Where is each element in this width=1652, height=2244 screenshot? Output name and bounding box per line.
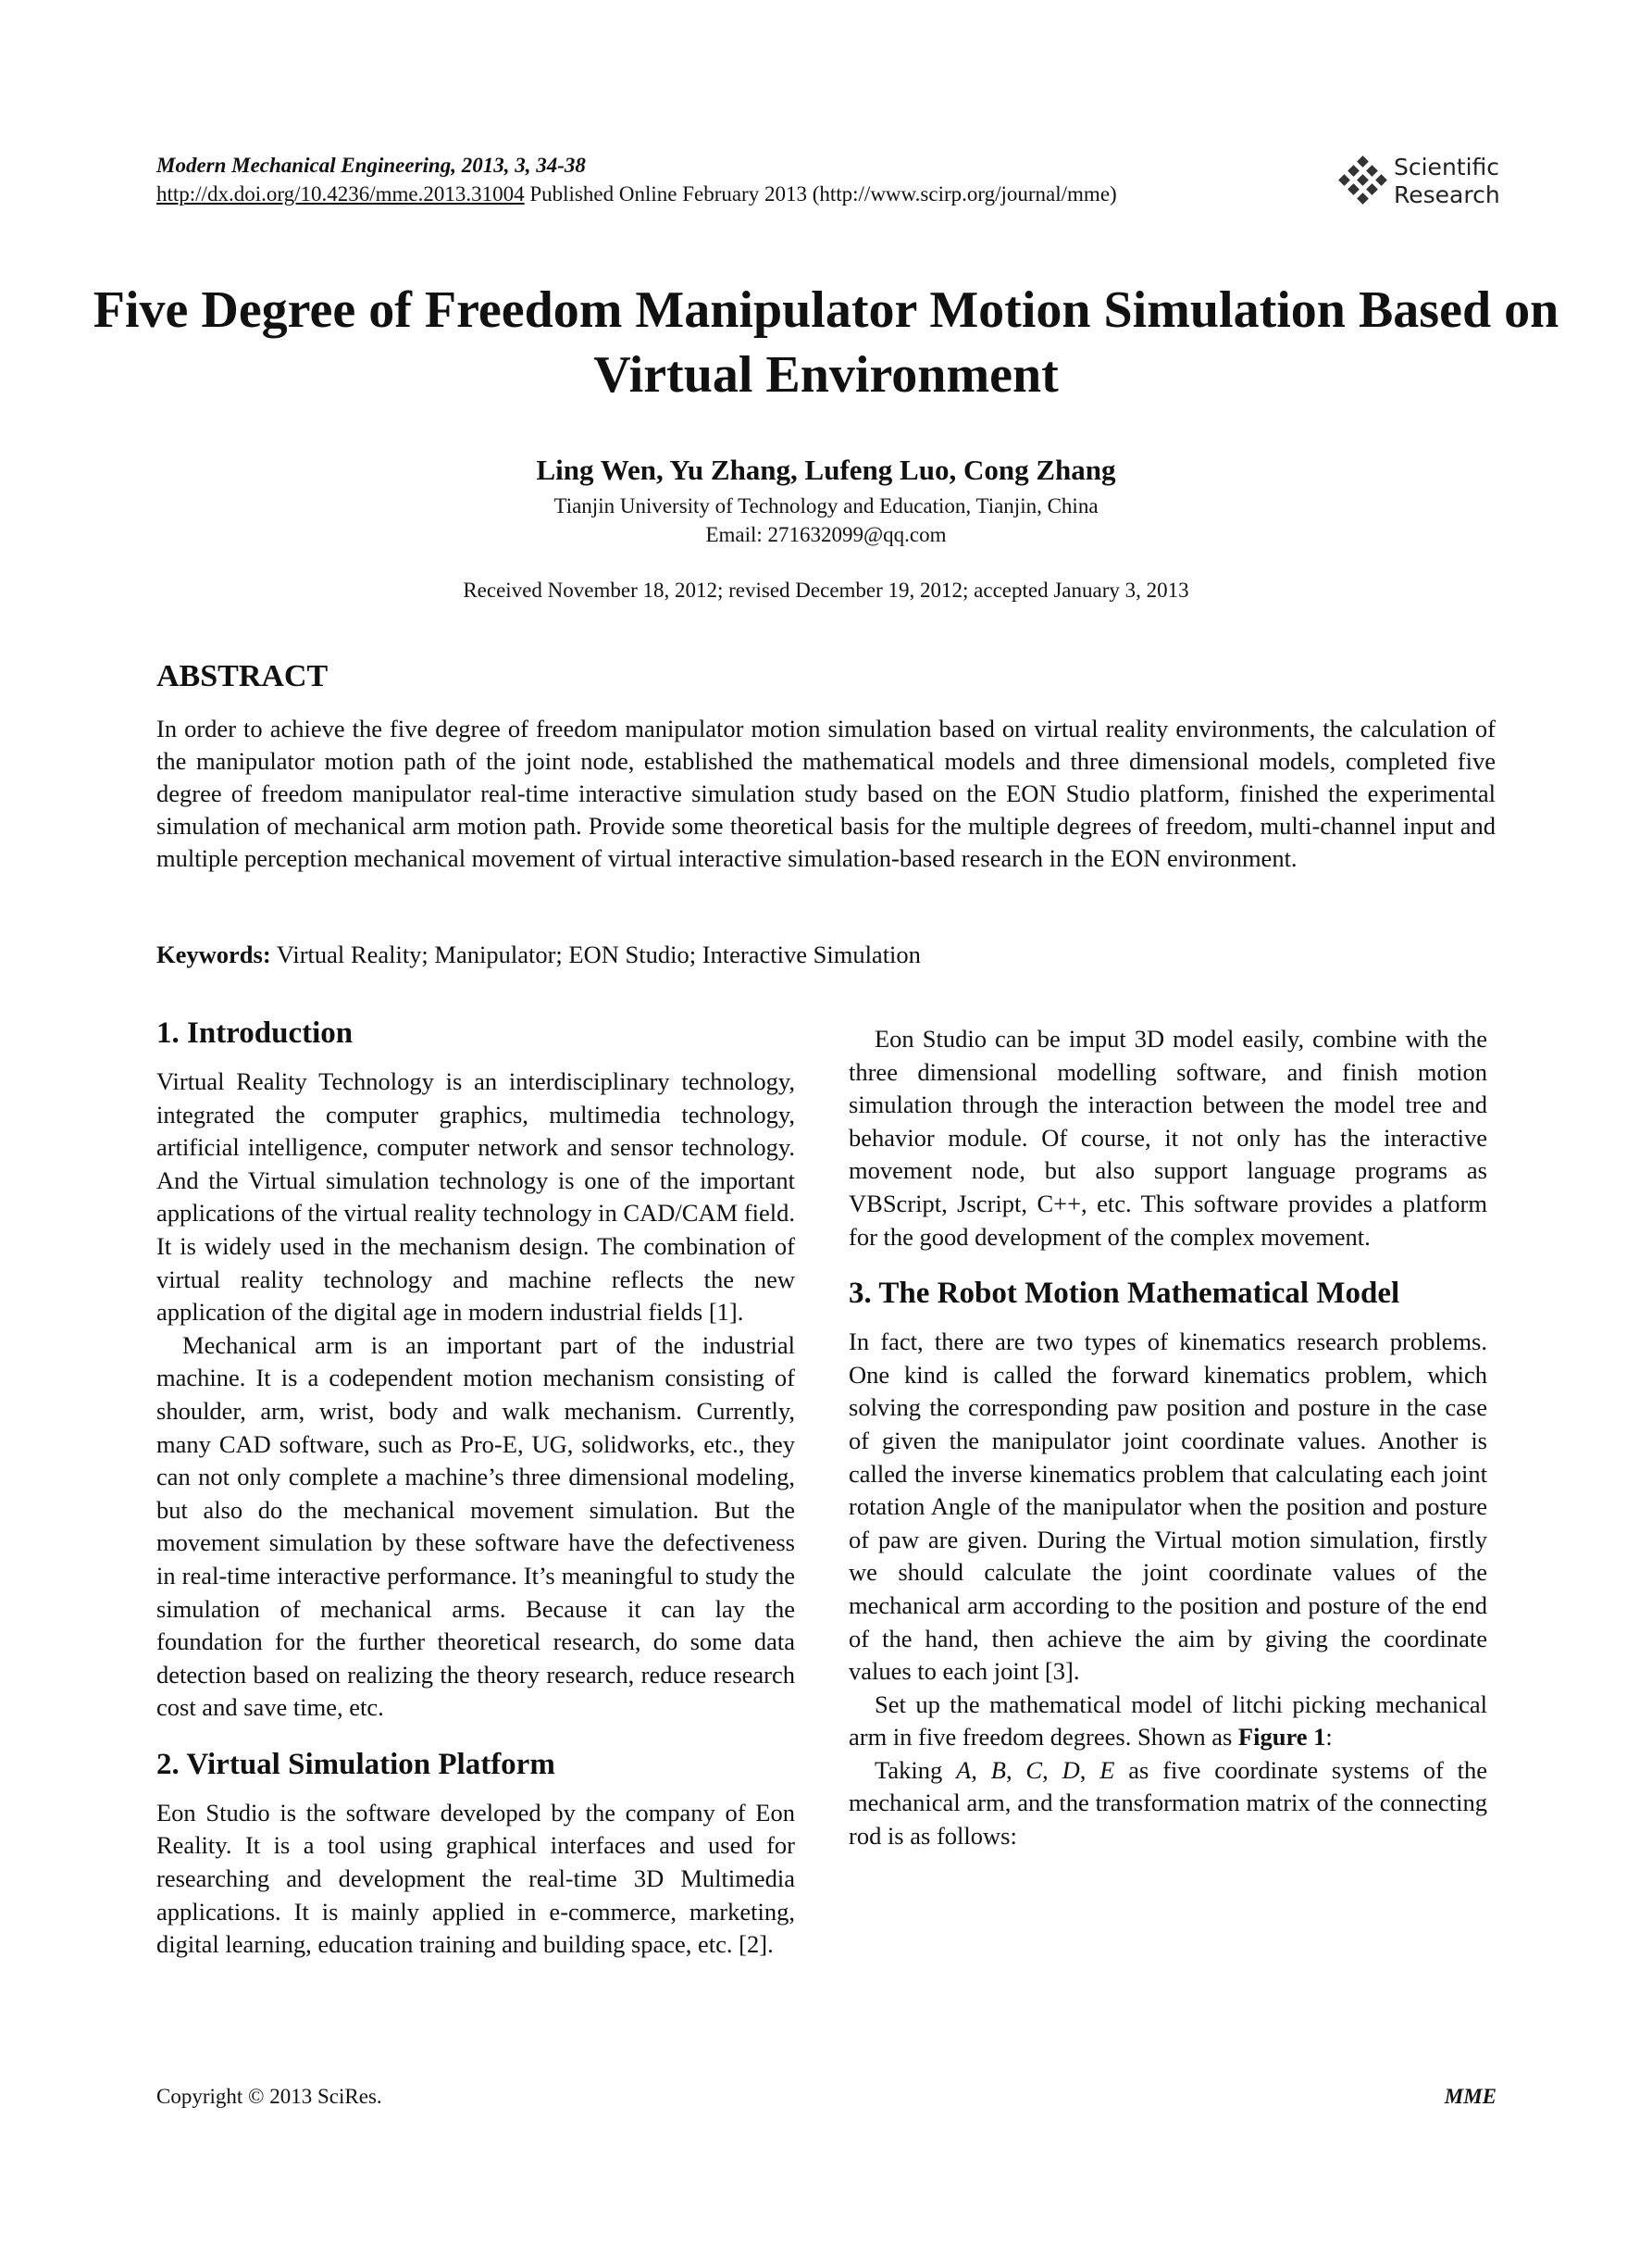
intro-paragraph-2: Mechanical arm is an important part of the industrial machine. It is a codependent motion mechanism consisting of shoulder, arm, wrist, body and walk mechanism. Currently, many CAD software, such as Pro-E, UG, solidworks, etc., they can not only complete a machine’s three dimensional modeling, but also do the mechanical movement simulation. But the movement simulation by these software have the defectiveness in real-time interactive performance. It’s meaningful to study the simulation of mechanical arms. Because it can lay the foundation for the further theoretical research, do some data detection based on realizing the theory research, reduce research cost and save time, etc.: [156, 1330, 795, 1722]
email: Email: 271632099@qq.com: [705, 523, 947, 546]
keywords: [156, 941, 921, 969]
doi-link[interactable]: http://dx.doi.org/10.4236/mme.2013.31004: [156, 182, 525, 206]
intro-paragraph-1: Virtual Reality Technology is an interdisciplinary technology, integrated the computer graphics, multimedia technology, artificial intelligence, computer network and sensor technology. And the Virtual simulation technology is one of the important applications of the virtual reality technology in CAD/CAM field. It is widely used in the mechanism design. The combination of virtual reality technology and machine reflects the new application of the digital age in modern industrial fields [1].: [156, 1067, 795, 1327]
model-paragraph-1: In fact, there are two types of kinematics research problems. One kind is called the forward kinematics problem, which solving the corresponding paw position and posture in the case of given the manipulator joint coordinate values. Another is called the inverse kinematics problem that calculating each joint rotation Angle of the manipulator when the position and posture of paw are given. During the Virtual motion simulation, firstly we should calculate the joint coordinate values of the mechanical arm according to the position and posture of the end of the hand, then achieve the aim by giving the coordinate values to each joint [3].: [849, 1328, 1487, 1686]
platform-paragraph-1: Eon Studio is the software developed by the company of Eon Reality. It is a tool using graphical interfaces and used for researching and development the real-time 3D Multimedia applications. It is mainly applied in e-commerce, marketing, digital learning, education training and building space, etc. [2].: [156, 1798, 795, 1959]
var-e: E: [1099, 1755, 1115, 1784]
received-dates: Received November 18, 2012; revised December 19, 2012; accepted January 3, 2013: [463, 579, 1189, 602]
affiliation-block: [93, 492, 1559, 549]
figure-reference[interactable]: Figure 1: [1237, 1723, 1326, 1752]
model-paragraph-2: [849, 1689, 1487, 1754]
var-a: A: [956, 1755, 972, 1784]
left-column: [156, 1014, 795, 1962]
copyright: Copyright © 2013 SciRes.: [156, 2085, 382, 2108]
comma-2: ,: [1005, 1755, 1026, 1784]
abstract-heading: ABSTRACT: [156, 659, 329, 693]
published-online: Published Online February 2013 (http://www.scirp.org/journal/mme): [529, 182, 1117, 206]
keywords-label: Keywords:: [156, 941, 271, 968]
var-d: D: [1062, 1755, 1080, 1784]
section-heading-platform: 2. Virtual Simulation Platform: [156, 1747, 555, 1781]
model-paragraph-3: [849, 1754, 1487, 1853]
model-p3-pre: Taking: [875, 1755, 957, 1784]
platform-paragraph-2: Eon Studio can be imput 3D model easily, combine with the three dimensional modelling software, and finish motion simulation through the interaction between the model tree and behavior module. Of course, it not only has the interactive movement node, but also support language programs as VBScript, Jscript, C++, etc. This software provides a platform for the good development of the complex movement.: [849, 1025, 1487, 1251]
journal-citation: Modern Mechanical Engineering, 2013, 3, 34-38: [156, 154, 586, 177]
model-p2-text: Set up the mathematical model of litchi picking mechanical arm in five freedom degrees. Shown as: [849, 1689, 1487, 1752]
logo-line-2: Research: [1394, 181, 1500, 208]
keywords-text: Virtual Reality; Manipulator; EON Studio; Interactive Simulation: [270, 941, 921, 968]
var-c: C: [1025, 1755, 1043, 1784]
abstract-text: In order to achieve the five degree of freedom manipulator motion simulation based on virtual reality environments, the calculation of the manipulator motion path of the joint node, established the mathematical models and three dimensional models, completed five degree of freedom manipulator real-time interactive simulation study based on the EON Studio platform, finished the experimental simulation of mechanical arm motion path. Provide some theoretical basis for the multiple degrees of freedom, multi-channel input and multiple perception mechanical movement of virtual interactive simulation-based research in the EON environment.: [156, 715, 1496, 872]
scientific-research-logo: [1336, 152, 1503, 209]
doi-line: [156, 182, 1117, 206]
var-b: B: [990, 1755, 1006, 1784]
section-heading-math-model: 3. The Robot Motion Mathematical Model: [849, 1277, 1400, 1311]
model-p3-post: as five coordinate systems of the mechanical arm, and the transformation matrix of the connecting rod is as follows:: [849, 1755, 1488, 1851]
journal-abbreviation: MME: [1444, 2085, 1497, 2108]
logo-line-1: Scientific: [1394, 154, 1500, 181]
author-list: Ling Wen, Yu Zhang, Lufeng Luo, Cong Zhang: [536, 454, 1116, 486]
comma-1: ,: [971, 1755, 991, 1784]
section-heading-introduction: 1. Introduction: [156, 1016, 354, 1050]
diamond-cluster-icon: [1336, 156, 1388, 207]
right-column: [849, 1023, 1487, 1853]
model-p2-end: :: [1325, 1723, 1333, 1752]
comma-4: ,: [1079, 1755, 1100, 1784]
logo-text: [1394, 154, 1500, 209]
affiliation: Tianjin University of Technology and Education, Tianjin, China: [553, 494, 1099, 517]
paper-title: Five Degree of Freedom Manipulator Motion Simulation Based on Virtual Environment: [93, 281, 1559, 404]
comma-3: ,: [1042, 1755, 1062, 1784]
